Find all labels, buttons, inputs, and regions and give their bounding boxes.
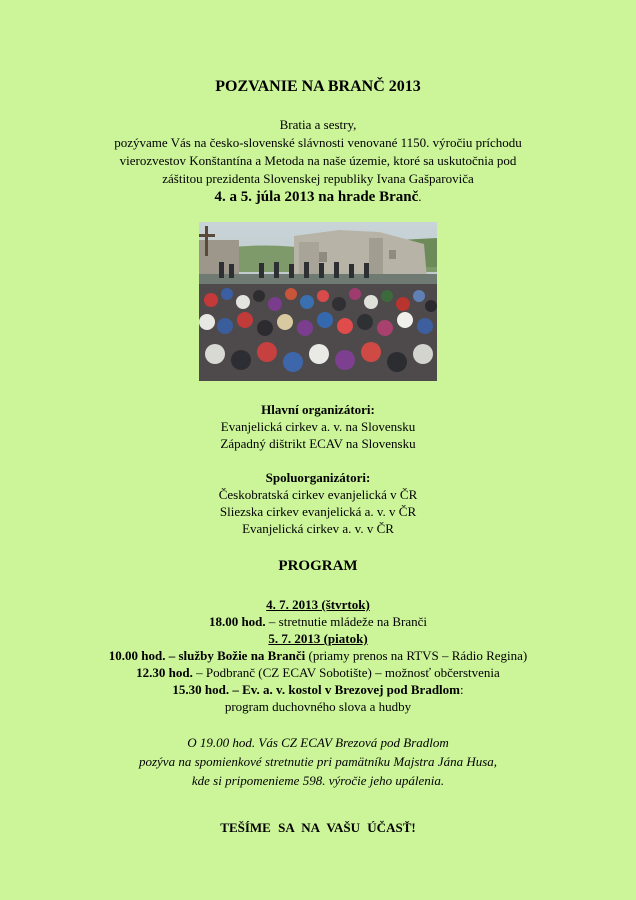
intro-line-4: záštitou prezidenta Slovenskej republiky Ivana Gašparoviča	[162, 171, 474, 186]
event-title: 10.00 hod. – služby Božie na Branči	[108, 648, 306, 663]
co-organizer-item: Sliezska cirkev evanjelická a. v. v ČR	[219, 504, 417, 519]
event-date: 4. a 5. júla 2013 na hrade Branč	[214, 189, 419, 205]
crowd-photo-illustration	[199, 222, 437, 381]
event-colon: :	[459, 682, 464, 697]
event-photo	[199, 222, 437, 381]
page-title: POZVANIE NA BRANČ 2013	[215, 78, 421, 95]
event-title: 15.30 hod. – Ev. a. v. kostol v Brezovej pod Bradlom	[172, 682, 460, 697]
main-organizers	[0, 401, 636, 452]
note-line-1: O 19.00 hod. Vás CZ ECAV Brezová pod Bradlom	[187, 735, 449, 750]
program-schedule	[0, 596, 636, 715]
program-heading: PROGRAM	[278, 558, 358, 574]
organizer-item: Evanjelická cirkev a. v. na Slovensku	[220, 419, 416, 434]
greeting: Bratia a sestry,	[279, 117, 357, 132]
program-day-2: 5. 7. 2013 (piatok)	[268, 631, 368, 646]
event-date-line	[0, 188, 636, 206]
evening-note	[0, 733, 636, 790]
main-organizers-heading: Hlavní organizátori:	[261, 402, 375, 417]
event-time: 12.30 hod.	[136, 665, 193, 680]
event-date-period: .	[418, 189, 422, 204]
event-time: 18.00 hod.	[208, 614, 266, 629]
intro-paragraph	[0, 116, 636, 206]
co-organizer-item: Evanjelická cirkev a. v. v ČR	[242, 521, 394, 536]
event-description: – stretnutie mládeže na Branči	[265, 614, 428, 629]
intro-line-2: pozývame Vás na česko-slovenské slávnosti venované 1150. výročiu príchodu	[114, 135, 522, 150]
co-organizers	[0, 469, 636, 537]
program-event	[0, 647, 636, 664]
event-description: – Podbranč (CZ ECAV Sobotište) – možnosť občerstvenia	[192, 665, 500, 680]
intro-line-3: vierozvestov Konštantína a Metoda na naše územie, ktoré sa uskutočnia pod	[119, 153, 517, 168]
program-event	[0, 664, 636, 681]
event-description: (priamy prenos na RTVS – Rádio Regina)	[305, 648, 528, 663]
note-line-2: pozýva na spomienkové stretnutie pri pamätníku Majstra Jána Husa,	[138, 754, 498, 769]
program-day-1: 4. 7. 2013 (štvrtok)	[266, 597, 370, 612]
program-event	[0, 681, 636, 698]
organizer-item: Západný dištrikt ECAV na Slovensku	[220, 436, 416, 451]
closing-message: TEŠÍME SA NA VAŠU ÚČASŤ!	[220, 820, 416, 835]
co-organizers-heading: Spoluorganizátori:	[265, 470, 371, 485]
note-line-3: kde si pripomenieme 598. výročie jeho upálenia.	[191, 773, 445, 788]
co-organizer-item: Českobratská cirkev evanjelická v ČR	[218, 487, 418, 502]
program-event	[0, 613, 636, 630]
event-description: program duchovného slova a hudby	[224, 699, 412, 714]
